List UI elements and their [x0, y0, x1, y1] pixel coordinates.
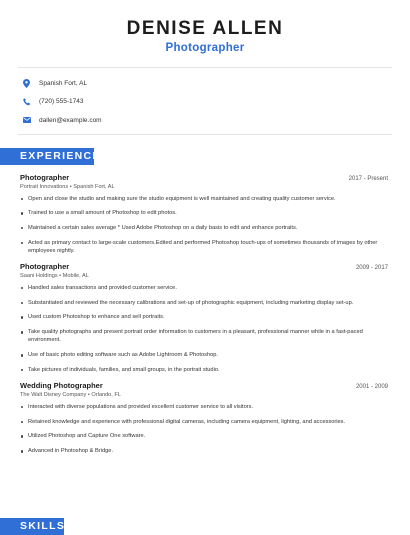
- job-dates: 2017 - Present: [348, 175, 388, 182]
- job-entry: [20, 262, 388, 374]
- experience-list: [0, 165, 410, 456]
- bullet-item: Handled sales transactions and provided customer service.: [20, 284, 388, 292]
- bullet-item: Used custom Photoshop to enhance and sell portraits.: [20, 313, 388, 321]
- candidate-name: DENISE ALLEN: [126, 18, 284, 39]
- job-entry: [20, 381, 388, 456]
- bullet-item: Maintained a certain sales average * Used Adobe Photoshop on a daily basis to edit and enhance portraits.: [20, 224, 388, 232]
- bullet-item: Interacted with diverse populations and provided excellent customer service to all visitors.: [20, 403, 388, 411]
- job-title: Photographer: [20, 261, 70, 271]
- bullet-item: Take pictures of individuals, families, and small groups, in the portrait studio.: [20, 366, 388, 374]
- phone-icon: [22, 97, 31, 106]
- job-organization: The Walt Disney Company • Orlando, FL: [20, 391, 121, 398]
- job-bullets: [20, 195, 388, 256]
- bullet-item: Utilized Photoshop and Capture One software.: [20, 432, 388, 440]
- job-title: Wedding Photographer: [20, 380, 103, 390]
- location-text: Spanish Fort, AL: [39, 79, 88, 87]
- job-entry: [20, 173, 388, 256]
- email-text[interactable]: dallen@example.com: [39, 116, 102, 124]
- job-dates: 2001 - 2009: [355, 383, 388, 390]
- contact-location: [22, 74, 410, 93]
- phone-text[interactable]: (720) 555-1743: [39, 98, 84, 106]
- contact-email: [22, 111, 410, 130]
- job-organization: Saani Holdings • Mobile, AL: [20, 272, 89, 279]
- bullet-item: Use of basic photo editing software such as Adobe Lightroom & Photoshop.: [20, 351, 388, 359]
- job-bullets: [20, 403, 388, 456]
- bullet-item: Retained knowledge and experience with professional digital cameras, including camera equipment, lighting, and accessories.: [20, 418, 388, 426]
- skills-heading: SKILLS: [0, 518, 64, 535]
- bullet-item: Advanced in Photoshop & Bridge.: [20, 447, 388, 455]
- job-bullets: [20, 284, 388, 374]
- bullet-item: Acted as primary contact to large-scale customers.Edited and performed Photoshop touch-ups of sometimes thousands of images by other employees nightly.: [20, 239, 388, 255]
- map-pin-icon: [22, 79, 31, 88]
- bullet-item: Open and close the studio and making sure the studio equipment is well maintained and creating quality customer service.: [20, 195, 388, 203]
- candidate-title: Photographer: [165, 42, 245, 54]
- experience-heading: EXPERIENCE: [0, 148, 94, 165]
- resume-header: [0, 0, 410, 54]
- contact-list: [0, 68, 410, 134]
- envelope-icon: [22, 116, 31, 125]
- bullet-item: Substantiated and reviewed the necessary calibrations and set-up of photographic equipment, including marketing display set-up.: [20, 299, 388, 307]
- bullet-item: Trained to use a small amount of Photoshop to edit photos.: [20, 209, 388, 217]
- job-title: Photographer: [20, 172, 70, 182]
- job-organization: Portrait Innovations • Spanish Fort, AL: [20, 183, 115, 190]
- bullet-item: Take quality photographs and present portrait order information to customers in a pleasant, professional manner while in a fast-paced environment.: [20, 328, 388, 344]
- divider: [18, 134, 392, 135]
- contact-phone: [22, 93, 410, 112]
- job-dates: 2009 - 2017: [355, 264, 388, 271]
